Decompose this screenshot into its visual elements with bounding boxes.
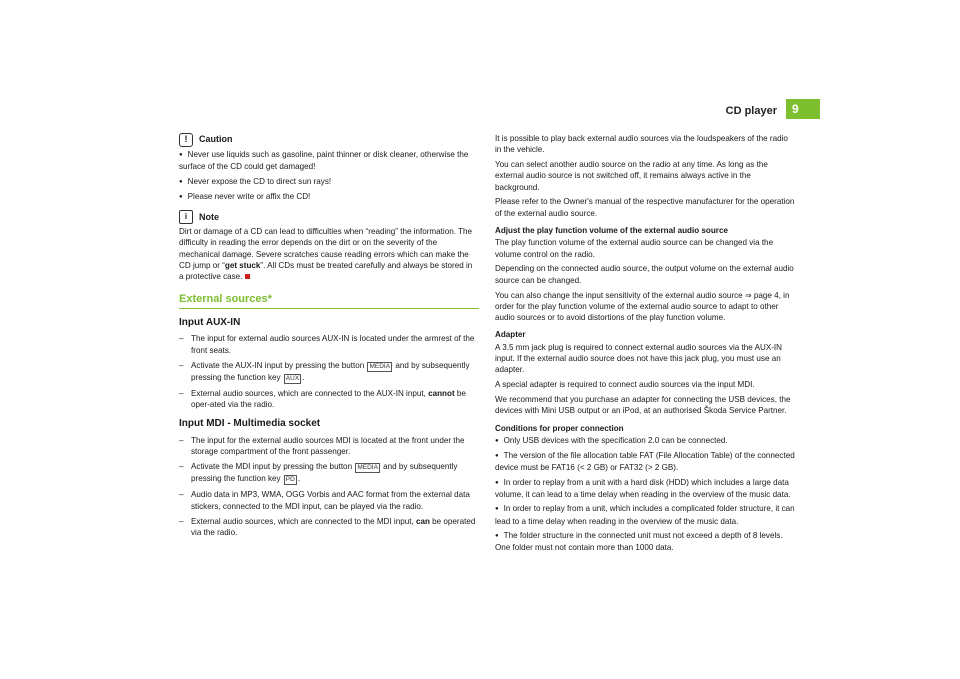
aux-item — [179, 388, 479, 411]
paragraph: A special adapter is required to connect audio sources via the input MDI. — [495, 380, 755, 390]
condition-bullet: ● In order to replay from a unit with a hard disk (HDD) which includes a large data volume, it can lead to a time delay when reading in the overview of the music data. — [495, 477, 795, 501]
aux-item-text: External audio sources, which are connected to the AUX-IN input, — [191, 388, 426, 398]
caution-heading — [179, 133, 479, 147]
paragraph: We recommend that you purchase an adapter for connecting the USB devices, the devices with Mini USB output or an iPod, at an authorised Škoda Service Partner. — [495, 394, 791, 416]
note-text-bold: get stuck — [224, 261, 261, 271]
mdi-title: Input MDI - Multimedia socket — [179, 418, 321, 430]
aux-item-text: be oper-ated via the radio. — [191, 388, 466, 410]
caution-bullet: ● Please never write or affix the CD! — [179, 191, 479, 203]
aux-title: Input AUX-IN — [179, 316, 241, 328]
adapter-heading: Adapter — [495, 330, 526, 340]
left-column — [179, 133, 479, 543]
mdi-item-bold: can — [415, 516, 430, 526]
paragraph: The play function volume of the external audio source can be changed via the volume control on the radio. — [495, 238, 774, 259]
aux-item-bold: cannot — [428, 388, 455, 398]
note-icon: i — [179, 210, 193, 224]
note-text-part: Dirt or damage of a CD can lead to difficulties when “reading” the information. The difficulty in reading the error depends on the dirt or on the severity of the mechanical damage. Severe scratches cause reading errors which can make the CD jump or “ — [179, 227, 473, 271]
mdi-item-text: and by subsequently pressing the function key — [191, 462, 458, 484]
right-column — [495, 133, 795, 557]
paragraph: You can also change the input sensitivity of the external audio source ⇒ page 4, in order for the play function volume of the external audio source to adapt to other audio sources or to avoid distortions of the play function volume. — [495, 290, 790, 323]
note-title: Note — [199, 211, 219, 222]
conditions-heading: Conditions for proper connection — [495, 423, 624, 433]
paragraph: It is possible to play back external audio sources via the loudspeakers of the radio in the vehicle. — [495, 134, 788, 155]
mdi-item: – The input for the external audio sources MDI is located at the front under the storage compartment of the front passenger. — [179, 435, 479, 458]
aux-key: AUX — [285, 374, 300, 382]
aux-item: – The input for external audio sources AUX-IN is located under the armrest of the front seats. — [179, 333, 479, 356]
mdi-item — [179, 516, 479, 539]
mdi-item-text: External audio sources, which are connected to the MDI input, — [191, 516, 414, 526]
section-end-mark — [245, 274, 250, 279]
page-number-badge: 9 — [786, 99, 820, 119]
condition-bullet: ● Only USB devices with the specification 2.0 can be connected. — [495, 435, 795, 447]
mdi-item-text: . — [297, 474, 301, 484]
condition-bullet: ● The folder structure in the connected unit must not exceed a depth of 8 levels. One folder must not contain more than 1000 data. — [495, 530, 795, 554]
caution-icon: ! — [179, 133, 193, 147]
mdi-item: – Audio data in MP3, WMA, OGG Vorbis and AAC format from the external data stickers, connected to the MDI input, can be played via the radio. — [179, 489, 479, 512]
note-heading — [179, 210, 479, 224]
paragraph: Depending on the connected audio source, the output volume on the external audio source can be changed. — [495, 264, 794, 285]
page-header-title: CD player — [725, 105, 777, 117]
aux-item-text: and by subsequently pressing the function key — [191, 360, 470, 382]
condition-bullet: ● In order to replay from a unit, which includes a complicated folder structure, it can lead to a time delay when reading in the overview of the music data. — [495, 503, 795, 527]
external-sources-title: External sources* — [179, 294, 479, 309]
paragraph: You can select another audio source on the radio at any time. As long as the external audio source is not switched off, it remains always active in the background. — [495, 160, 768, 192]
caution-bullet: ● Never expose the CD to direct sun rays! — [179, 176, 479, 188]
mdi-item-text: be operated via the radio. — [191, 516, 476, 538]
aux-item-text: . — [302, 372, 305, 382]
caution-title: Caution — [199, 134, 233, 145]
aux-item — [179, 360, 479, 384]
condition-bullet: ● The version of the file allocation table FAT (File Allocation Table) of the connected device must be FAT16 (< 2 GB) or FAT32 (> 2 GB). — [495, 450, 795, 474]
aux-item-text: Activate the AUX-IN input by pressing the button — [191, 360, 365, 370]
mdi-item-text: Activate the MDI input by pressing the button — [191, 462, 353, 472]
paragraph: Please refer to the Owner's manual of the respective manufacturer for the operation of the external audio source. — [495, 197, 795, 218]
media-key: MEDIA — [369, 362, 391, 370]
volume-heading: Adjust the play function volume of the external audio source — [495, 226, 728, 236]
note-text-part: ”. All CDs must be treated carefully and always be stored in a protective case. — [179, 261, 473, 282]
note-text — [179, 226, 479, 282]
mdi-item — [179, 461, 479, 485]
media-key: MEDIA — [357, 464, 378, 472]
caution-bullet: ● Never use liquids such as gasoline, paint thinner or disk cleaner, otherwise the surface of the CD could get damaged! — [179, 149, 479, 173]
pd-key: PD — [285, 476, 295, 484]
paragraph: A 3.5 mm jack plug is required to connect external audio sources via the AUX-IN input. If the external audio source does not have this jack plug, you must use an adapter. — [495, 342, 783, 375]
